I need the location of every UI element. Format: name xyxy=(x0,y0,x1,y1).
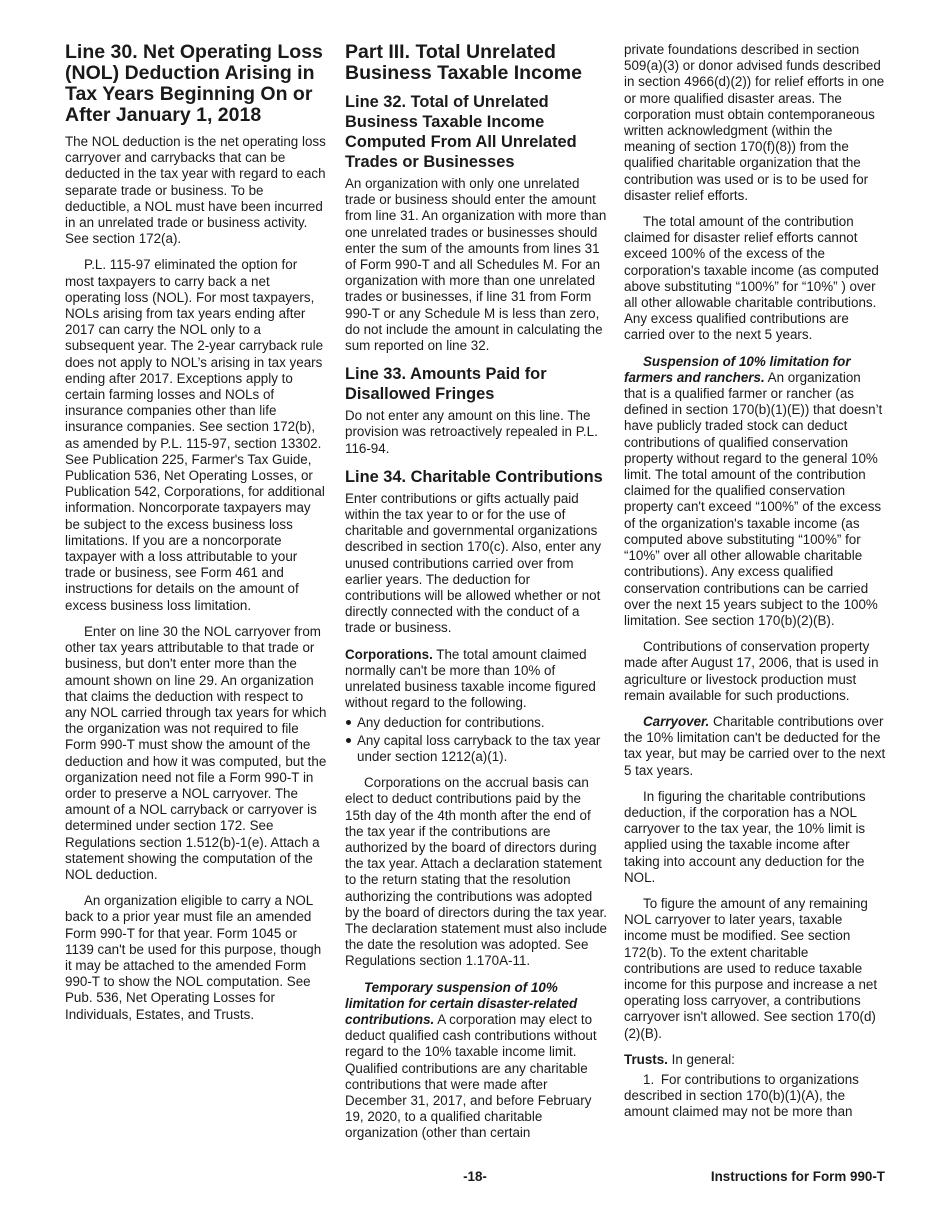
line-34-heading: Line 34. Charitable Contributions xyxy=(345,467,603,486)
remaining-nol-paragraph: To figure the amount of any remaining NOL carryover to later years, taxable income must be modified. See section 172(b). To the extent charitable contributions are used to reduce taxable income for this purpose and increase a net operating loss carryover, a contributions carryover isn't allowed. See section 170(d)(2)(B). xyxy=(624,895,878,1041)
corporations-bullet-list xyxy=(345,715,607,765)
line-30-paragraph-1: The NOL deduction is the net operating loss carryover and carrybacks that can be deducted in the tax year with regard to each separate trade or business. To be deductible, a NOL must have been incurred in an unrelated trade or business activity. See section 172(a). xyxy=(65,134,326,247)
line-32-heading: Line 32. Total of Unrelated Business Taxable Income Computed From All Unrelated Trades or Businesses xyxy=(345,93,577,171)
temporary-suspension-text: A corporation may elect to deduct qualified cash contributions without regard to the 10% taxable income limit. Qualified contributions are any charitable contributions that were made after December 31, 2017, and before February 19, 2020, to a qualified charitable organization (other than certain xyxy=(345,1011,597,1141)
farmers-ranchers-text: An organization that is a qualified farmer or rancher (as defined in section 170(b)(1)(E)) that doesn’t have publicly traded stock can deduct contributions of qualified conservation property without regard to the general 10% limit. The total amount of the contribution claimed for the qualified conservation property can't exceed “100%” of the excess of the organization's taxable income (as computed above substituting “100%” for “10%” over all other allowable charitable contributions). Any excess qualified conservation contributions can be carried over the next 15 years subject to the 100% limitation. See section 170(b)(2)(B). xyxy=(624,369,883,628)
trusts-paragraph xyxy=(624,1052,886,1068)
page-number: -18- xyxy=(463,1169,487,1184)
trusts-lead: Trusts. xyxy=(624,1051,668,1067)
conservation-property-paragraph: Contributions of conservation property made after August 17, 2006, that is used in agriculture or livestock production must remain available for such productions. xyxy=(624,639,879,703)
farmers-ranchers-lead: Suspension of 10% limitation for farmers and ranchers. xyxy=(624,353,851,385)
corporations-paragraph xyxy=(345,647,607,712)
line-30-paragraph-2: P.L. 115-97 eliminated the option for most taxpayers to carry back a net operating loss (NOL). For most taxpayers, NOLs arising from tax years ending after 2017 can carry the NOL only to a subsequent year. The 2-year carryback rule does not apply to NOL’s arising in tax years ending after 2017. Exceptions apply to certain farming losses and NOLs of insurance companies other than life insurance companies. See section 172(b), as amended by P.L. 115-97, section 13302. See Publication 225, Farmer's Tax Guide, Publication 536, Net Operating Losses, or Publication 542, Corporations, for additional information. Noncorporate taxpayers may be subject to the excess business loss limitations. If you are a noncorporate taxpayer with a loss attributable to your trade or business, see Form 461 and instructions for details on the amount of excess business loss limitation. xyxy=(65,257,325,613)
line-30-heading: Line 30. Net Operating Loss (NOL) Deduction Arising in Tax Years Beginning On or After January 1, 2018 xyxy=(65,41,323,126)
list-item: Any capital loss carryback to the tax year under section 1212(a)(1). xyxy=(345,733,607,765)
carryover-lead: Carryover. xyxy=(643,713,710,729)
line-30-paragraph-4: An organization eligible to carry a NOL back to a prior year must file an amended Form 990-T for that year. Form 1045 or 1139 can't be used for this purpose, though it may be attached to the amended Form 990-T to show the NOL computation. See Pub. 536, Net Operating Losses for Individuals, Estates, and Trusts. xyxy=(65,893,322,1022)
carryover-paragraph xyxy=(624,714,886,779)
line-33-paragraph: Do not enter any amount on this line. The provision was retroactively repealed in P.L. 116-94. xyxy=(345,408,598,456)
list-item: Any deduction for contributions. xyxy=(345,715,607,731)
farmers-ranchers-paragraph xyxy=(624,354,886,629)
line-33-heading: Line 33. Amounts Paid for Disallowed Fringes xyxy=(345,365,547,404)
disaster-continuation-paragraph: private foundations described in section 509(a)(3) or donor advised funds described in section 4966(d)(2)) for relief efforts in one or more qualified disaster areas. The corporation must obtain contemporaneous written acknowledgment (within the meaning of section 170(f)(8)) from the qualified charitable organization that the contribution was used or is to be used for disaster relief efforts. xyxy=(624,42,885,203)
line-32-paragraph: An organization with only one unrelated trade or business should enter the amount from line 31. An organization with more than one unrelated trades or businesses should enter the sum of the amounts from lines 31 of Form 990-T and all Schedules M. For an organization with more than one unrelated trades or businesses, if line 31 from Form 990-T or any Schedule M is less than zero, do not include the amount in calculating the sum reported on line 32. xyxy=(345,176,607,354)
accrual-paragraph: Corporations on the accrual basis can elect to deduct contributions paid by the 15th day of the 4th month after the end of the tax year if the contributions are authorized by the board of directors during the tax year. Attach a declaration statement to the return stating that the resolution authorizing the contributions was adopted by the board of directors during the tax year. The declaration statement must also include the date the resolution was adopted. See Regulations section 1.170A-11. xyxy=(345,775,608,969)
line-34-paragraph: Enter contributions or gifts actually paid within the tax year to or for the use of charitable and governmental organizations described in section 170(c). Also, enter any unused contributions carried over from earlier years. The deduction for contributions will be allowed whether or not directly connected with the conduct of a trade or business. xyxy=(345,490,602,636)
footer-form-title: Instructions for Form 990-T xyxy=(710,1169,885,1184)
line-30-paragraph-3: Enter on line 30 the NOL carryover from other tax years attributable to that trade or business, but don't enter more than the amount shown on line 29. An organization that claims the deduction with respect to any NOL carried through tax years for which the organization was not required to file Form 990-T must show the amount of the deduction and how it was computed, but the organization need not file a Form 990-T in order to preserve a NOL carryover. The amount of a NOL carryback or carryover is determined under section 172. See Regulations section 1.512(b)-1(e). Attach a statement showing the computation of the NOL deduction. xyxy=(65,623,327,882)
trusts-item-1: 1. For contributions to organizations described in section 170(b)(1)(A), the amount claimed may not be more than xyxy=(624,1071,859,1120)
part-iii-title: Part III. Total Unrelated Business Taxable Income xyxy=(345,41,582,84)
corporations-text: The total amount claimed normally can't be more than 10% of unrelated business taxable income figured without regard to the following. xyxy=(345,646,596,711)
figuring-deduction-paragraph: In figuring the charitable contributions deduction, if the corporation has a NOL carryover to the tax year, the 10% limit is applied using the taxable income after taking into account any deduction for the NOL. xyxy=(624,788,866,885)
carryover-text: Charitable contributions over the 10% limitation can't be deducted for the tax year, but may be carried over to the next 5 tax years. xyxy=(624,713,886,778)
column-left xyxy=(65,42,328,1033)
disaster-total-paragraph: The total amount of the contribution claimed for disaster relief efforts cannot exceed 100% of the excess of the corporation's taxable income (as computed above substituting “100%” for “10%” ) over all other allowable charitable contributions. Any excess qualified contributions are carried over to the next 5 years. xyxy=(624,214,879,343)
temporary-suspension-paragraph xyxy=(345,980,607,1142)
column-right xyxy=(624,42,886,1131)
column-middle xyxy=(345,42,607,1152)
corporations-lead: Corporations. xyxy=(345,646,433,662)
trusts-text: In general: xyxy=(667,1051,735,1067)
temporary-suspension-lead: Temporary suspension of 10% limitation for certain disaster-related contributions. xyxy=(345,979,578,1027)
